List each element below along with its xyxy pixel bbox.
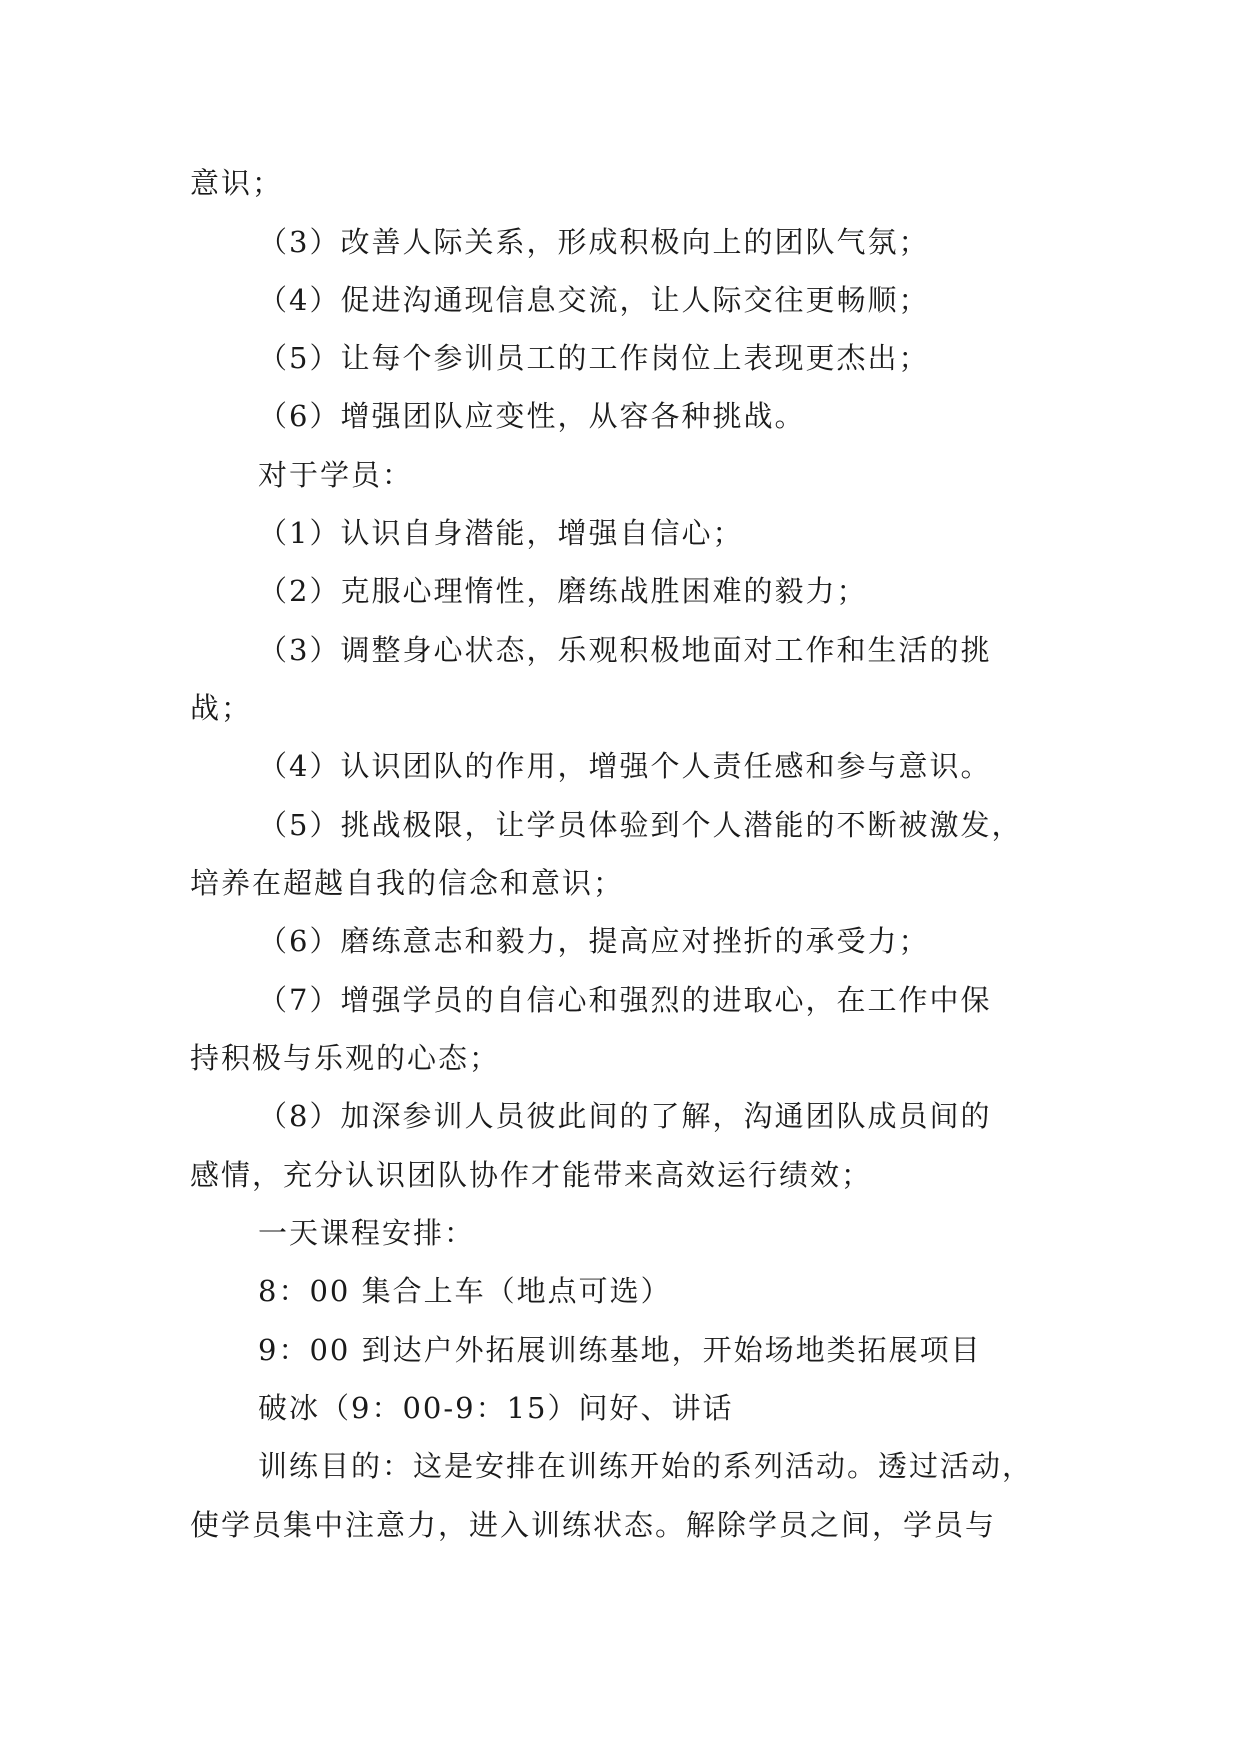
paragraph-line: （3）改善人际关系，形成积极向上的团队气氛； — [258, 225, 930, 259]
paragraph-line: 感情，充分认识团队协作才能带来高效运行绩效； — [190, 1158, 873, 1192]
paragraph-line: 持积极与乐观的心态； — [190, 1041, 501, 1075]
paragraph-line: （6）磨练意志和毅力，提高应对挫折的承受力； — [258, 924, 930, 958]
section-heading: 一天课程安排： — [258, 1216, 476, 1250]
paragraph-line: （4）促进沟通现信息交流，让人际交往更畅顺； — [258, 283, 930, 317]
paragraph-line: 战； — [190, 691, 253, 725]
paragraph-line: （3）调整身心状态，乐观积极地面对工作和生活的挑 — [258, 633, 992, 667]
paragraph-line: 意识； — [190, 166, 284, 200]
paragraph-line: （5）挑战极限，让学员体验到个人潜能的不断被激发， — [258, 808, 1023, 842]
schedule-line: 9：00 到达户外拓展训练基地，开始场地类拓展项目 — [258, 1333, 982, 1367]
paragraph-line: 使学员集中注意力，进入训练状态。解除学员之间，学员与 — [190, 1508, 997, 1542]
paragraph-line: （4）认识团队的作用，增强个人责任感和参与意识。 — [258, 749, 992, 783]
schedule-line: 8：00 集合上车（地点可选） — [258, 1274, 672, 1308]
paragraph-line: （1）认识自身潜能，增强自信心； — [258, 516, 744, 550]
paragraph-line: 训练目的：这是安排在训练开始的系列活动。透过活动， — [258, 1449, 1034, 1483]
schedule-line: 破冰（9：00-9：15）问好、讲话 — [258, 1391, 734, 1425]
paragraph-line: （8）加深参训人员彼此间的了解，沟通团队成员间的 — [258, 1099, 992, 1133]
paragraph-line: （7）增强学员的自信心和强烈的进取心，在工作中保 — [258, 983, 992, 1017]
paragraph-line: （5）让每个参训员工的工作岗位上表现更杰出； — [258, 341, 930, 375]
paragraph-line: 培养在超越自我的信念和意识； — [190, 866, 625, 900]
paragraph-line: （6）增强团队应变性，从容各种挑战。 — [258, 399, 806, 433]
paragraph-line: （2）克服心理惰性，磨练战胜困难的毅力； — [258, 574, 868, 608]
section-heading: 对于学员： — [258, 458, 414, 492]
